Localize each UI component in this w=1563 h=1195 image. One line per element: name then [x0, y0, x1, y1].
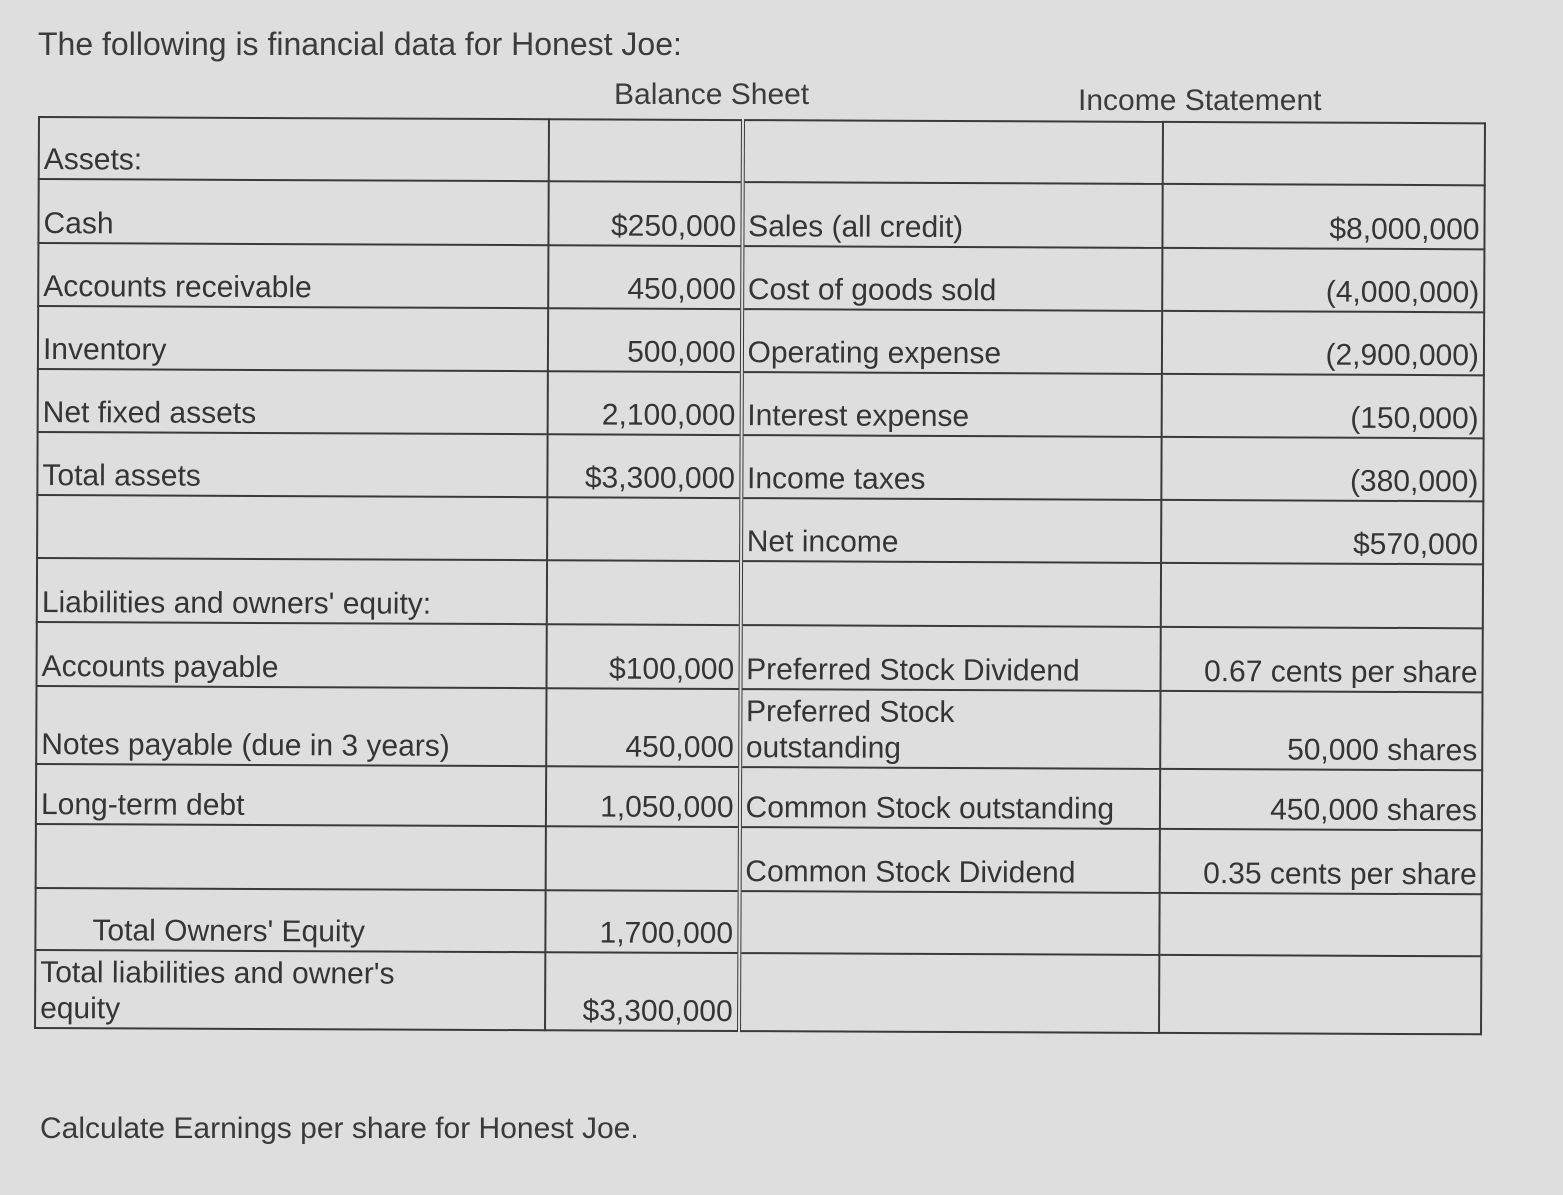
table-row — [39, 117, 1485, 185]
financial-data-table — [34, 116, 1486, 1035]
bs-label-cell: Long-term debt — [36, 764, 546, 826]
balance-sheet-header: Balance Sheet — [614, 78, 810, 111]
is-value-cell: (150,000) — [1161, 374, 1484, 438]
table-row — [37, 432, 1483, 501]
table-row — [35, 888, 1481, 956]
is-label-cell — [739, 953, 1159, 1033]
bs-value-cell: 450,000 — [546, 688, 740, 767]
is-value-cell: $570,000 — [1161, 500, 1484, 564]
is-value-cell — [1159, 955, 1482, 1034]
table-row — [35, 950, 1481, 1034]
is-label-cell: Interest expense — [741, 372, 1161, 437]
bs-value-cell: 500,000 — [548, 308, 742, 372]
is-value-cell: 450,000 shares — [1160, 769, 1483, 830]
is-value-cell — [1161, 563, 1484, 628]
is-label-cell — [739, 891, 1159, 955]
bs-value-cell: $3,300,000 — [545, 952, 739, 1031]
is-label-cell: Sales (all credit) — [742, 182, 1162, 248]
is-value-cell: (4,000,000) — [1162, 248, 1485, 312]
bs-value-cell: $250,000 — [548, 181, 742, 246]
table-row — [37, 558, 1483, 628]
is-value-cell: 50,000 shares — [1160, 691, 1483, 770]
is-label-cell — [740, 561, 1160, 627]
is-value-cell: (2,900,000) — [1162, 311, 1485, 375]
is-label-cell: Net income — [741, 498, 1161, 563]
bs-value-cell — [547, 560, 741, 625]
bs-label-cell: Total liabilities and owner's equity — [35, 950, 545, 1030]
table-row — [36, 764, 1482, 830]
is-value-cell: 0.67 cents per share — [1160, 627, 1483, 692]
bs-value-cell: 1,700,000 — [545, 890, 739, 953]
table-row — [38, 306, 1484, 375]
bs-value-cell — [547, 497, 741, 561]
table-row — [37, 622, 1483, 692]
is-label-cell: Preferred Stock outstanding — [740, 689, 1160, 769]
is-value-cell — [1162, 122, 1485, 185]
table-row — [38, 369, 1484, 438]
bs-value-cell — [545, 826, 739, 891]
is-value-cell — [1159, 893, 1482, 956]
bs-label-cell: Liabilities and owners' equity: — [37, 558, 547, 624]
intro-text: The following is financial data for Honest Joe: — [38, 26, 682, 62]
is-label-cell — [742, 120, 1162, 184]
bs-label-cell: Total Owners' Equity — [35, 888, 545, 952]
bs-value-cell: 450,000 — [548, 245, 742, 309]
is-label-cell: Common Stock outstanding — [740, 767, 1160, 829]
table-row — [38, 243, 1484, 312]
bs-label-cell: Notes payable (due in 3 years) — [36, 686, 546, 766]
bs-label-cell — [36, 824, 546, 890]
bs-value-cell: 2,100,000 — [547, 371, 741, 435]
bs-label-cell — [37, 495, 547, 560]
bs-label-cell: Assets: — [39, 117, 549, 181]
is-label-cell: Cost of goods sold — [742, 246, 1162, 311]
table-row — [36, 824, 1482, 894]
bs-value-cell — [549, 119, 743, 182]
is-value-cell: $8,000,000 — [1162, 184, 1485, 249]
bs-value-cell: $100,000 — [546, 624, 740, 689]
bs-value-cell: $3,300,000 — [547, 434, 741, 498]
bs-label-cell: Cash — [38, 179, 548, 245]
bs-label-cell: Inventory — [38, 306, 548, 371]
table-row — [36, 686, 1482, 770]
is-label-cell: Common Stock Dividend — [739, 827, 1159, 893]
is-value-cell: 0.35 cents per share — [1159, 829, 1482, 894]
bs-label-cell: Net fixed assets — [38, 369, 548, 434]
is-label-cell: Operating expense — [741, 309, 1161, 374]
question-text: Calculate Earnings per share for Honest Joe. — [40, 1112, 639, 1145]
bs-label-cell: Accounts receivable — [38, 243, 548, 308]
bs-value-cell: 1,050,000 — [546, 766, 740, 827]
income-statement-header: Income Statement — [1078, 84, 1322, 117]
is-value-cell: (380,000) — [1161, 437, 1484, 501]
is-label-cell: Income taxes — [741, 435, 1161, 500]
table-row — [38, 179, 1484, 249]
table-row — [37, 495, 1483, 564]
bs-label-cell: Total assets — [37, 432, 547, 497]
is-label-cell: Preferred Stock Dividend — [740, 625, 1160, 691]
bs-label-cell: Accounts payable — [37, 622, 547, 688]
